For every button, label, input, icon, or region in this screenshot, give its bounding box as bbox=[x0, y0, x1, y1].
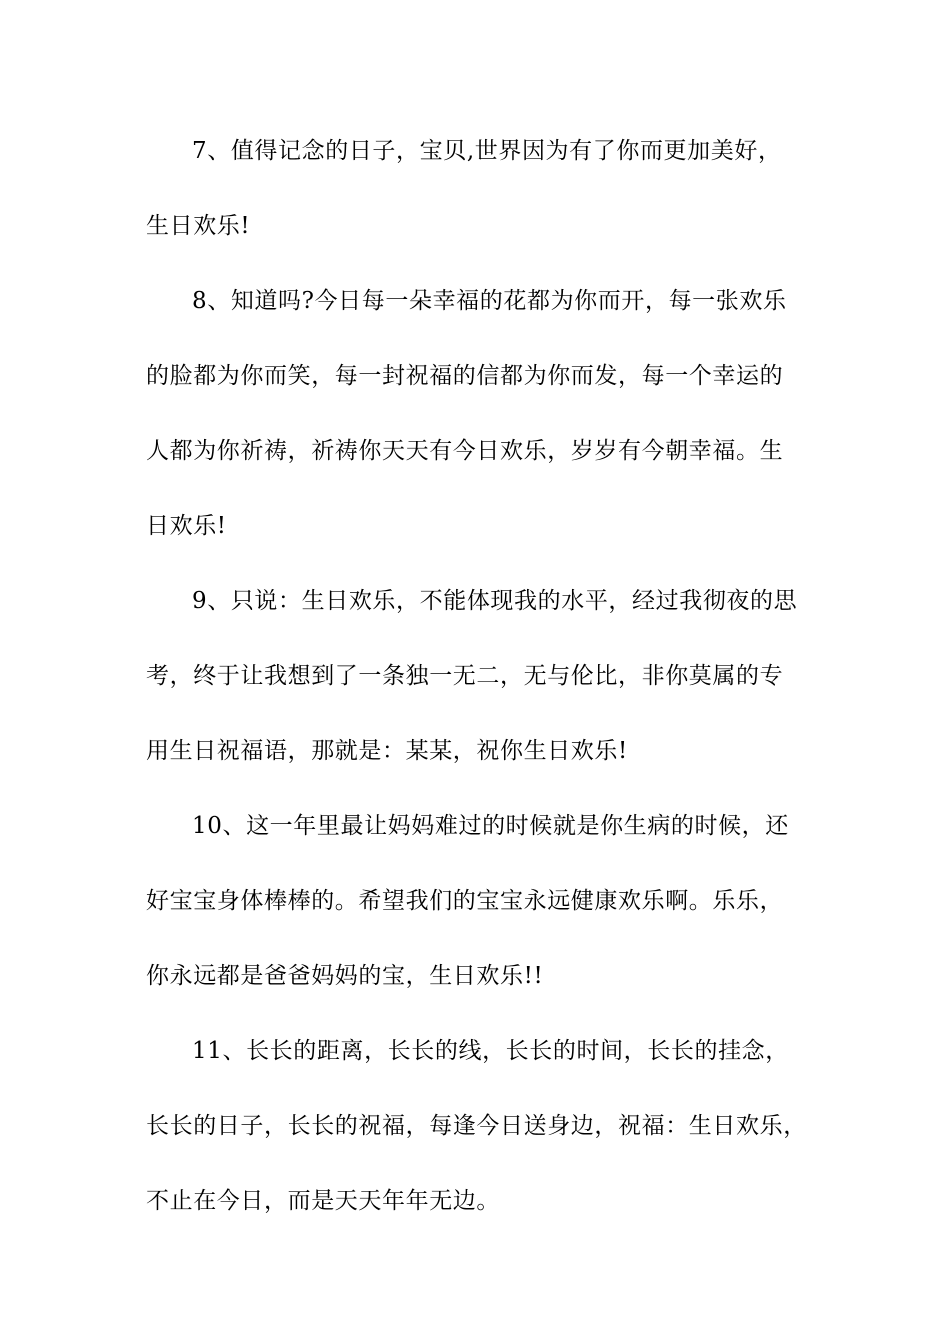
paragraph-11-line-1: 11、长长的距离，长长的线，长长的时间，长长的挂念， bbox=[192, 1038, 789, 1064]
paragraph-7-line-2: 生日欢乐! bbox=[146, 213, 251, 239]
paragraph-8-line-2: 的脸都为你而笑，每一封祝福的信都为你而发，每一个幸运的 bbox=[146, 363, 784, 389]
paragraph-8-line-3: 人都为你祈祷，祈祷你天天有今日欢乐，岁岁有今朝幸福。生 bbox=[146, 438, 784, 464]
paragraph-9-line-1: 9、只说：生日欢乐，不能体现我的水平，经过我彻夜的思 bbox=[192, 588, 798, 614]
paragraph-10-line-3: 你永远都是爸爸妈妈的宝，生日欢乐!! bbox=[146, 963, 544, 989]
paragraph-8-line-1: 8、知道吗?今日每一朵幸福的花都为你而开，每一张欢乐 bbox=[192, 288, 787, 314]
paragraph-9-line-3: 用生日祝福语，那就是：某某，祝你生日欢乐! bbox=[146, 738, 628, 764]
paragraph-11-line-3: 不止在今日，而是天天年年无边。 bbox=[146, 1188, 500, 1214]
paragraph-8-line-4: 日欢乐! bbox=[146, 513, 227, 539]
paragraph-11-line-2: 长长的日子，长长的祝福，每逢今日送身边，祝福：生日欢乐， bbox=[146, 1113, 807, 1139]
paragraph-10-line-2: 好宝宝身体棒棒的。希望我们的宝宝永远健康欢乐啊。乐乐， bbox=[146, 888, 784, 914]
paragraph-7-line-1: 7、值得记念的日子，宝贝,世界因为有了你而更加美好， bbox=[192, 138, 782, 164]
paragraph-9-line-2: 考，终于让我想到了一条独一无二，无与伦比，非你莫属的专 bbox=[146, 663, 784, 689]
paragraph-10-line-1: 10、这一年里最让妈妈难过的时候就是你生病的时候，还 bbox=[192, 813, 789, 839]
